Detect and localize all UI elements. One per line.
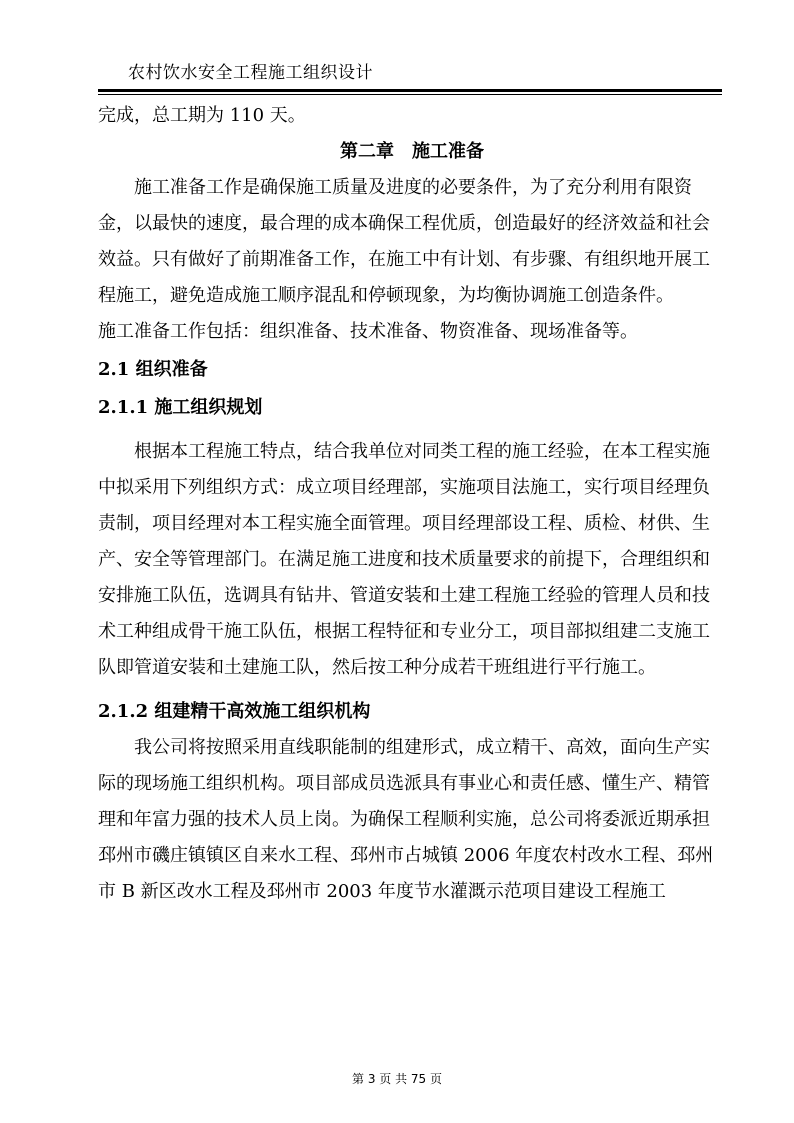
- document-body: [98, 98, 726, 910]
- header-title: 农村饮水安全工程施工组织设计: [128, 63, 373, 83]
- chapter-title: 第二章 施工准备: [340, 141, 484, 162]
- paragraph-1: 施工准备工作是确保施工质量及进度的必要条件，为了充分利用有限资金，以最快的速度，最合理的成本确保工程优质，创造最好的经济效益和社会效益。只有做好了前期准备工作，在施工中有计划、有步骤、有组织地开展工程施工，避免造成施工顺序混乱和停顿现象，为均衡协调施工创造条件。: [98, 177, 710, 306]
- intro-line: 完成，总工期为 110 天。: [98, 105, 306, 126]
- section-heading-2-1: 2.1 组织准备: [98, 359, 208, 380]
- paragraph-4: 我公司将按照采用直线职能制的组建形式，成立精干、高效，面向生产实际的现场施工组织机构。项目部成员选派具有事业心和责任感、懂生产、精管理和年富力强的技术人员上岗。为确保工程顺利实施，总公司将委派近期承担邳州市磯庄镇镇区自来水工程、邳州市占城镇 2006 年度农村改水工程、邳州市 B 新区改水工程及邳州市 2003 年度节水灌溉示范项目建设工程施工: [98, 737, 714, 902]
- page-number: 第 3 页 共 75 页: [352, 1072, 442, 1086]
- paragraph-2: 施工准备工作包括：组织准备、技术准备、物资准备、现场准备等。: [98, 321, 638, 342]
- paragraph-3: 根据本工程施工特点，结合我单位对同类工程的施工经验，在本工程实施中拟采用下列组织方式：成立项目经理部，实施项目法施工，实行项目经理负责制，项目经理对本工程实施全面管理。项目经理部设工程、质检、材供、生产、安全等管理部门。在满足施工进度和技术质量要求的前提下，合理组织和安排施工队伍，选调具有钻井、管道安装和土建工程施工经验的管理人员和技术工种组成骨干施工队伍，根据工程特征和专业分工，项目部拟组建二支施工队即管道安装和土建施工队，然后按工种分成若干班组进行平行施工。: [98, 441, 710, 678]
- section-heading-2-1-1: 2.1.1 施工组织规划: [98, 397, 263, 418]
- header-rule-thick: [98, 89, 722, 92]
- section-heading-2-1-2: 2.1.2 组建精干高效施工组织机构: [98, 701, 371, 722]
- header-rule-thin: [98, 94, 722, 95]
